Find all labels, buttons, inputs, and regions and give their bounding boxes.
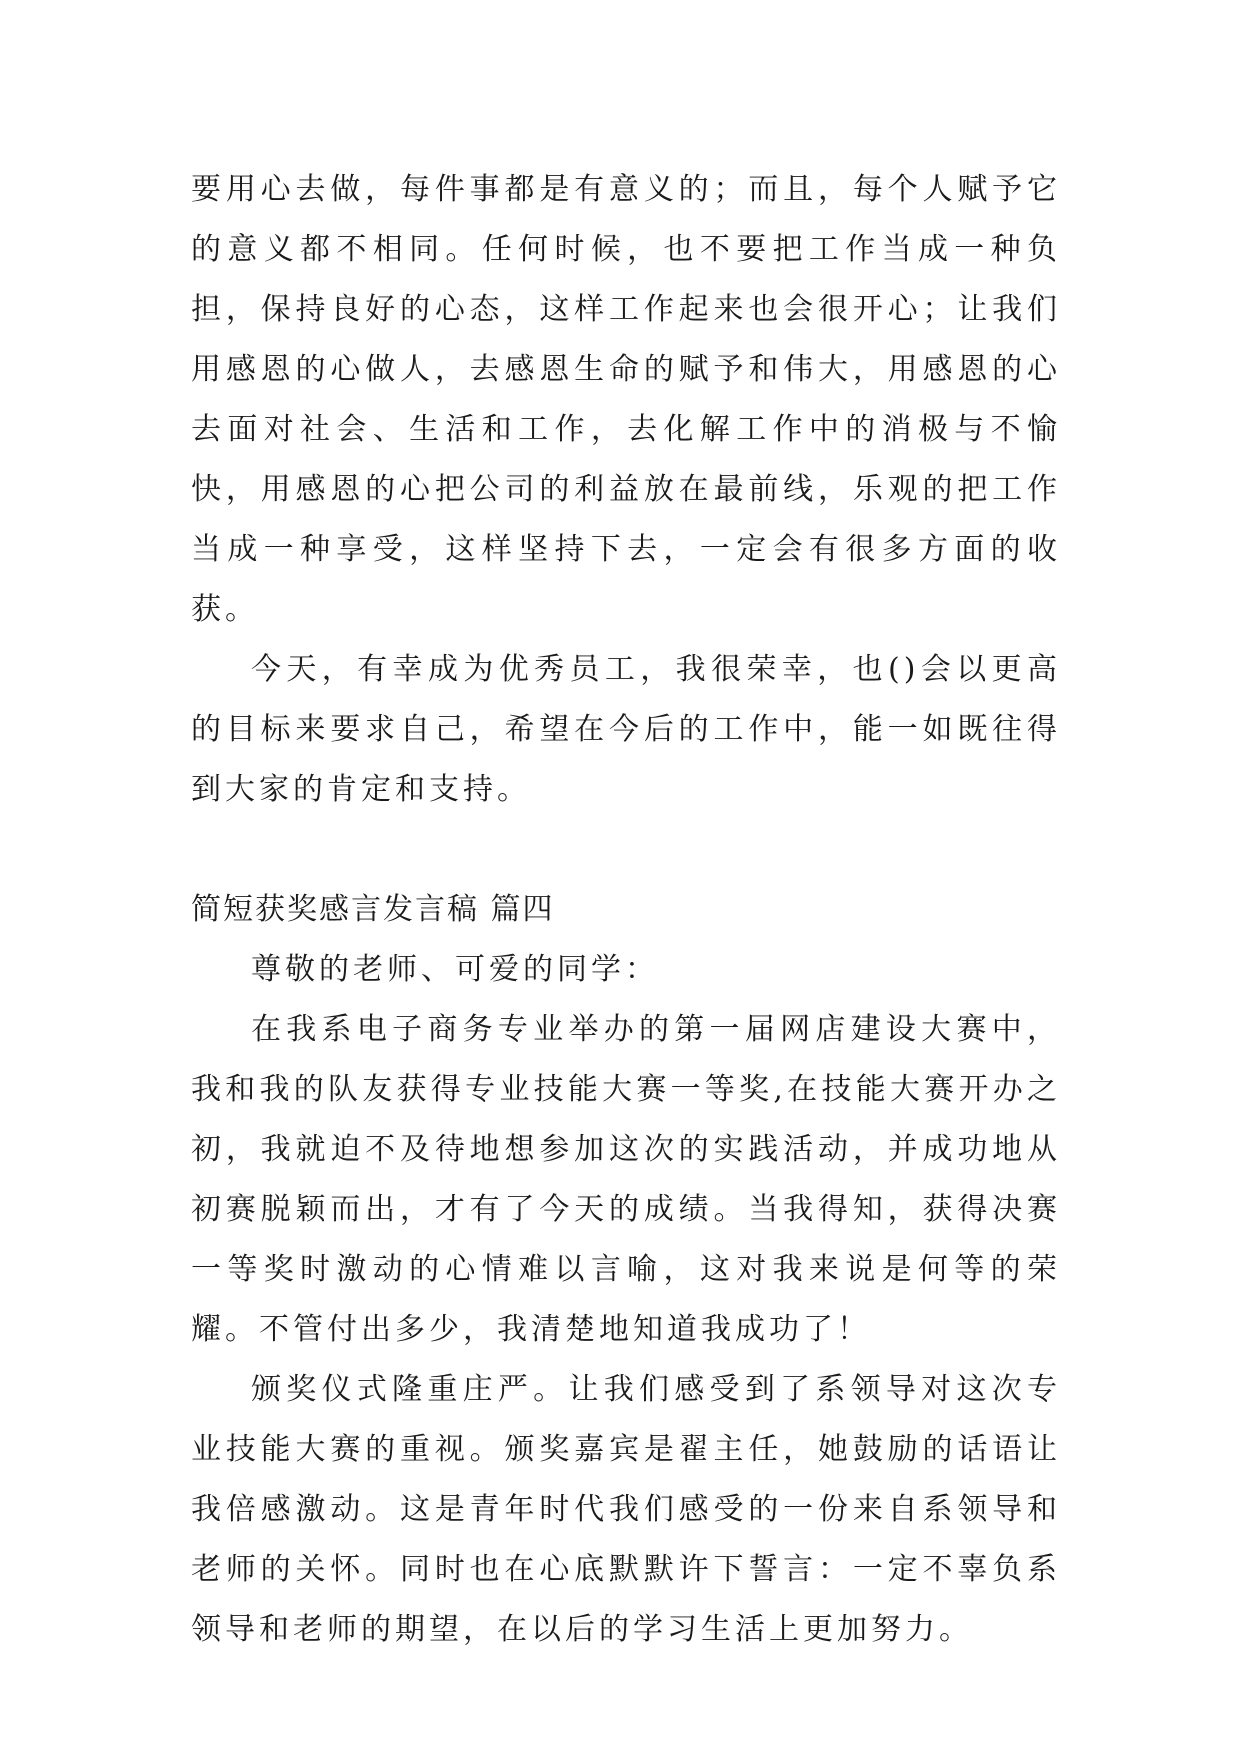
- paragraph-honor: 今天，有幸成为优秀员工，我很荣幸，也()会以更高的目标来要求自己，希望在今后的工作中，能一如既往得到大家的肯定和支持。: [191, 652, 1061, 807]
- paragraph-continuation: 要用心去做，每件事都是有意义的；而且，每个人赋予它的意义都不相同。任何时候，也不要把工作当成一种负担，保持良好的心态，这样工作起来也会很开心；让我们用感恩的心做人，去感恩生命的赋予和伟大，用感恩的心去面对社会、生活和工作，去化解工作中的消极与不愉快，用感恩的心把公司的利益放在最前线，乐观的把工作当成一种享受，这样坚持下去，一定会有很多方面的收获。: [191, 172, 1061, 627]
- paragraph-salutation: 尊敬的老师、可爱的同学：: [251, 952, 659, 987]
- section-spacer: [191, 820, 1061, 880]
- document-body: [191, 160, 1061, 1660]
- paragraph-competition: 在我系电子商务专业举办的第一届网店建设大赛中，我和我的队友获得专业技能大赛一等奖,在技能大赛开办之初，我就迫不及待地想参加这次的实践活动，并成功地从初赛脱颖而出，才有了今天的成绩。当我得知，获得决赛一等奖时激动的心情难以言喻，这对我来说是何等的荣耀。不管付出多少，我清楚地知道我成功了！: [191, 1012, 1061, 1347]
- paragraph-ceremony: 颁奖仪式隆重庄严。让我们感受到了系领导对这次专业技能大赛的重视。颁奖嘉宾是翟主任，她鼓励的话语让我倍感激动。这是青年时代我们感受的一份来自系领导和老师的关怀。同时也在心底默默许下誓言：一定不辜负系领导和老师的期望，在以后的学习生活上更加努力。: [191, 1372, 1061, 1647]
- section-title: 简短获奖感言发言稿 篇四: [191, 892, 555, 927]
